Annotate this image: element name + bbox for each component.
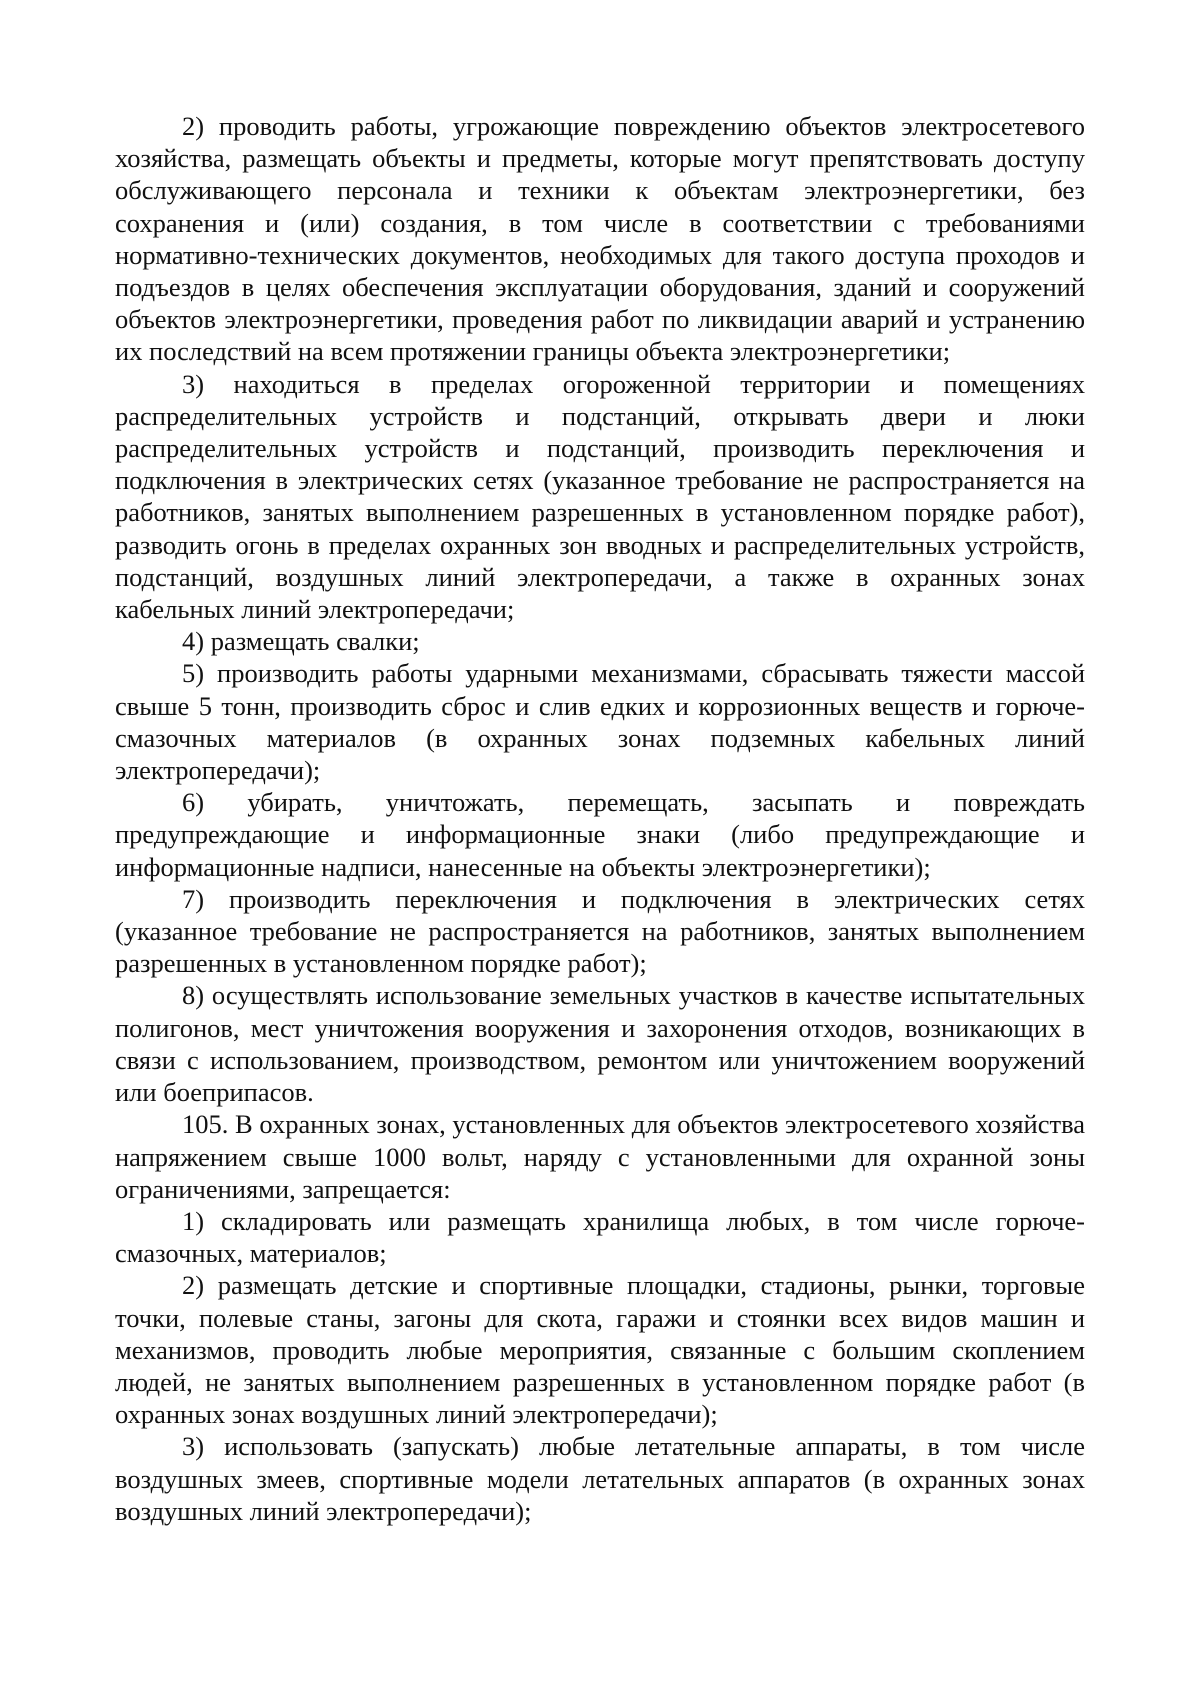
paragraph-item-8-land-use: 8) осуществлять использование земельных участков в качестве испытательных полигонов, мест уничтожения вооружения и захоронения отходов, возникающих в связи с использованием, производством, ремонтом или уничтожением вооружений или боеприпасов. xyxy=(115,980,1085,1108)
paragraph-item-3-presence: 3) находиться в пределах огороженной территории и помещениях распределительных устройств и подстанций, открывать двери и люки распределительных устройств и подстанций, производить переключения и подключения в электрических сетях (указанное требование не распространяется на работников, занятых выполнением разрешенных в установленном порядке работ), разводить огонь в пределах охранных зон вводных и распределительных устройств, подстанций, воздушных линий электропередачи, а также в охранных зонах кабельных линий электропередачи; xyxy=(115,368,1085,625)
paragraph-item-7-switching: 7) производить переключения и подключения в электрических сетях (указанное требование не распространяется на работников, занятых выполнением разрешенных в установленном порядке работ); xyxy=(115,883,1085,979)
paragraph-item-1-storage: 1) складировать или размещать хранилища любых, в том числе горюче-смазочных, материалов; xyxy=(115,1205,1085,1269)
paragraph-item-3-aircraft: 3) использовать (запускать) любые летательные аппараты, в том числе воздушных змеев, спортивные модели летательных аппаратов (в охранных зонах воздушных линий электропередачи); xyxy=(115,1431,1085,1526)
paragraph-item-2-playgrounds: 2) размещать детские и спортивные площадки, стадионы, рынки, торговые точки, полевые станы, загоны для скота, гаражи и стоянки всех видов машин и механизмов, проводить любые мероприятия, связанные с большим скоплением людей, не занятых выполнением разрешенных в установленном порядке работ (в охранных зонах воздушных линий электропередачи); xyxy=(115,1270,1085,1430)
paragraph-item-6-signs: 6) убирать, уничтожать, перемещать, засыпать и повреждать предупреждающие и информационные знаки (либо предупреждающие и информационные надписи, нанесенные на объекты электроэнергетики); xyxy=(115,787,1085,882)
document-page xyxy=(115,110,1085,1527)
paragraph-item-4-dumps: 4) размещать свалки; xyxy=(182,626,420,657)
paragraph-clause-105: 105. В охранных зонах, установленных для объектов электросетевого хозяйства напряжением свыше 1000 вольт, наряду с установленными для охранной зоны ограничениями, запрещается: xyxy=(115,1109,1085,1204)
paragraph-item-2-works: 2) проводить работы, угрожающие повреждению объектов электросетевого хозяйства, размещать объекты и предметы, которые могут препятствовать доступу обслуживающего персонала и техники к объектам электроэнергетики, без сохранения и (или) создания, в том числе в соответствии с требованиями нормативно-технических документов, необходимых для такого доступа проходов и подъездов в целях обеспечения эксплуатации оборудования, зданий и сооружений объектов электроэнергетики, проведения работ по ликвидации аварий и устранению их последствий на всем протяжении границы объекта электроэнергетики; xyxy=(115,111,1085,367)
paragraph-item-5-impact-works: 5) производить работы ударными механизмами, сбрасывать тяжести массой свыше 5 тонн, производить сброс и слив едких и коррозионных веществ и горюче-смазочных материалов (в охранных зонах подземных кабельных линий электропередачи); xyxy=(115,658,1085,786)
